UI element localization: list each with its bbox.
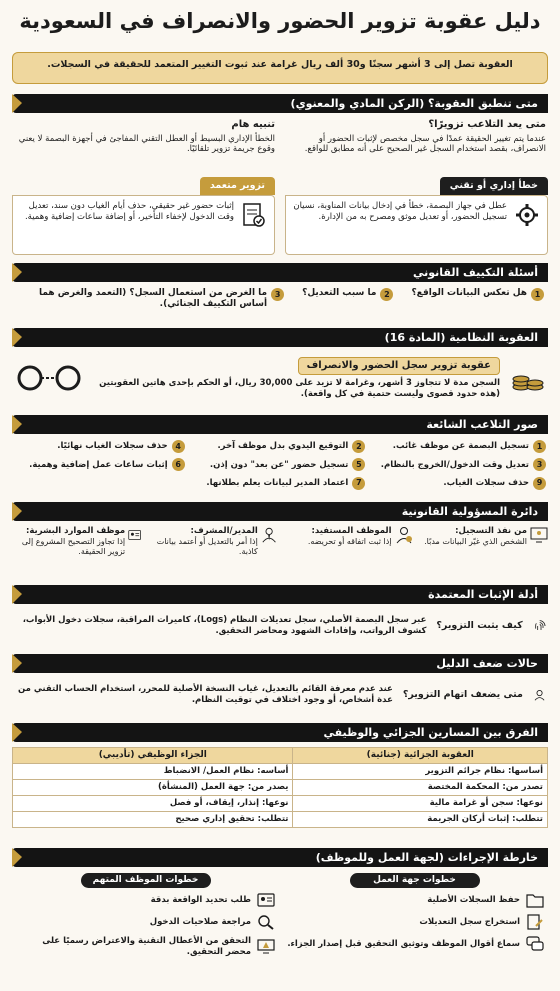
question-text: عندما يتم تغيير الحقيقة عمدًا في سجل مخصص لإثبات الحضور أو الانصراف، بقصد استخدام السجل غير الصحيح على أنه مطابق للواقع. (304, 133, 546, 155)
list-item (16, 936, 275, 957)
header-accent (12, 848, 22, 867)
common-forms-list (12, 434, 548, 496)
header-accent (12, 263, 22, 282)
monitor-user-icon (530, 526, 548, 544)
admin-error-card (285, 177, 548, 257)
list-item (16, 892, 275, 908)
table-cell: يصدر من: جهة العمل (المنشأة) (13, 780, 293, 796)
manager-icon (261, 526, 277, 544)
number-badge: 1 (533, 440, 546, 453)
admin-error-tab: خطأ إداري أو تقني (440, 177, 548, 195)
list-item (16, 914, 275, 930)
list-item (285, 936, 544, 952)
item-text: التوقيع اليدوي بدل موظف آخر. (217, 441, 349, 452)
table-cell: تتطلب: تحقيق إداري صحيح (13, 812, 293, 828)
note-text: الخطأ الإداري البسيط أو العطل التقني المفاجئ في أجهزة البصمة لا يعني وقوع جريمة تزوير تلقائيًا. (18, 133, 275, 155)
penalty-text: السجن مدة لا تتجاوز 3 أشهر، وغرامة لا تزيد على 30,000 ريال، أو الحكم بإحدى هاتين العقوبتين (هذه حدود قصوى وليست حتمية في كل واقعة). (99, 378, 500, 399)
section-header-questions (12, 263, 548, 282)
table-cell: أساسه: نظام العمل/ الانضباط (13, 764, 293, 780)
list-item (14, 457, 185, 472)
fingerprint-icon (533, 616, 546, 636)
employer-steps-title: خطوات جهة العمل (350, 873, 480, 888)
weak-evidence-question: متى يضعف اتهام التزوير؟ (402, 689, 523, 701)
step-text: مراجعة صلاحيات الدخول (149, 916, 251, 927)
step-text: استخراج سجل التعديلات (419, 916, 520, 927)
table-cell: نوعها: سجن أو غرامة مالية (293, 796, 548, 812)
section-header-evidence (12, 585, 548, 604)
chat-icon (526, 936, 544, 952)
header-accent (12, 585, 22, 604)
section-header-responsibility (12, 502, 548, 521)
header-accent (12, 654, 22, 673)
penalty-badge: عقوبة تزوير سجل الحضور والانصراف (298, 357, 500, 376)
table-row (13, 764, 548, 780)
question-title: متى يعد التلاعب تزويرًا؟ (428, 119, 546, 130)
list-item (285, 914, 544, 930)
item-text: إثبات ساعات عمل إضافية وهمية. (29, 459, 168, 470)
responsibility-title: من نفذ التسجيل: (455, 526, 527, 536)
gear-icon (513, 201, 541, 229)
item-text: تسجيل البصمة عن موظف غائب. (392, 441, 529, 452)
number-badge: 9 (533, 477, 546, 490)
responsibility-title: المدير/المشرف: (190, 526, 258, 536)
section-header-penalty (12, 328, 548, 347)
number-badge: 5 (352, 458, 365, 471)
table-cell: تصدر من: المحكمة المختصة (293, 780, 548, 796)
section-title: أدلة الإثبات المعتمدة (428, 588, 538, 601)
number-badge: 3 (271, 288, 284, 301)
header-accent (12, 94, 22, 113)
section-title: أسئلة التكييف القانوني (412, 266, 538, 279)
page-title: دليل عقوبة تزوير الحضور والانصراف في السعودية (19, 9, 541, 33)
section-header-weak-evidence (12, 654, 548, 673)
item-text: حذف سجلات الغياب. (443, 478, 529, 489)
monitor-warning-icon (257, 939, 275, 955)
magnifier-icon (257, 914, 275, 930)
list-item (285, 892, 544, 908)
forgery-text: إثبات حضور غير حقيقي، حذف أيام الغياب دون سند، تعديل وقت الدخول لإخفاء التأخير، أو إضافة ساعات إضافية وهمية. (24, 200, 234, 222)
comparison-table (12, 747, 548, 828)
money-stack-icon (510, 364, 546, 392)
section-title: العقوبة النظامية (المادة 16) (384, 331, 538, 344)
step-text: حفظ السجلات الأصلية (427, 894, 520, 905)
folder-icon (526, 892, 544, 908)
employee-icon (395, 526, 413, 544)
section-header-applicability (12, 94, 548, 113)
table-cell: نوعها: إنذار، إيقاف، أو فصل (13, 796, 293, 812)
evidence-text: عبر سجل البصمة الأصلي، سجل تعديلات النظام (Logs)، كاميرات المراقبة، سجلات دخول الأبواب، كشوف الرواتب، وإفادات الشهود ومحاضر التحقيق. (22, 615, 427, 636)
responsibility-title: موظف الموارد البشرية: (25, 526, 126, 536)
forgery-tab: تزوير متعمد (200, 177, 275, 195)
list-item (195, 457, 366, 472)
question-label: هل تعكس البيانات الواقع؟ (411, 288, 527, 298)
column-header-disciplinary: الجزاء الوظيفي (تأديبي) (13, 748, 293, 764)
weak-evidence-text: عند عدم معرفة القائم بالتعديل، غياب النسخة الأصلية للمحرر، استخدام الحساب التقني من عدة أشخاص، أو وجود اختلاف في توقيت النظام. (17, 684, 393, 705)
employee-steps (16, 873, 275, 964)
legal-question-2 (302, 288, 393, 301)
responsibility-text: الشخص الذي غيّر البيانات مدبًا. (424, 536, 527, 546)
step-text: طلب تحديد الواقعة بدقة (150, 894, 251, 905)
employee-steps-title: خطوات الموظف المتهم (81, 873, 211, 888)
forgery-card (12, 177, 275, 257)
section-title: الفرق بين المسارين الجزائي والوظيفي (323, 726, 538, 739)
number-badge: 7 (352, 477, 365, 490)
header-accent (12, 502, 22, 521)
number-badge: 1 (531, 288, 544, 301)
table-row (13, 796, 548, 812)
evidence-question: كيف يثبت التزوير؟ (436, 620, 523, 632)
responsibility-manager (148, 526, 278, 574)
section-title: دائرة المسؤولية القانونية (401, 505, 538, 518)
handcuffs-icon (14, 364, 84, 392)
item-text: تعديل وقت الدخول/الخروج بالنظام. (380, 459, 529, 470)
column-header-criminal: العقوبة الجزائية (جنائية) (293, 748, 548, 764)
responsibility-text: إذا أمر بالتعديل أو أعتمد بيانات كاذبة. (156, 536, 258, 556)
question-label: ما سبب التعديل؟ (302, 288, 377, 298)
item-text: تسجيل حضور "عن بعد" دون إذن. (209, 459, 349, 470)
list-item (375, 476, 546, 491)
section-title: خارطة الإجراءات (لجهة العمل وللموظف) (315, 851, 538, 864)
document-check-icon (240, 201, 268, 229)
summary-banner: العقوبة تصل إلى 3 أشهر سجنًا و30 ألف ريال غرامة عند ثبوت التغيير المتعمد للحقيقة في السجلات. (12, 52, 548, 84)
responsibility-text: إذا ثبت اتفاقه أو تحريضه. (307, 536, 392, 546)
question-label: ما الغرض من استعمال السجل؟ (التعمد والغرض هما أساس التكييف الجنائي). (38, 288, 268, 310)
section-header-common-forms (12, 415, 548, 434)
number-badge: 2 (352, 440, 365, 453)
responsibility-title: الموظف المستفيد: (311, 526, 392, 536)
id-card-icon (257, 892, 275, 908)
item-text: حذف سجلات الغياب نهائيًا. (57, 441, 168, 452)
responsibility-hr (12, 526, 142, 574)
step-text: التحقق من الأعطال التقنية والاعتراض رسميًا على محضر التحقيق. (42, 936, 251, 957)
legal-question-3 (16, 288, 284, 311)
table-row (13, 780, 548, 796)
number-badge: 3 (533, 458, 546, 471)
header-accent (12, 328, 22, 347)
section-title: صور التلاعب الشائعة (426, 418, 538, 431)
step-text: سماع أقوال الموظف وتوثيق التحقيق قبل إصدار الجزاء. (287, 938, 520, 949)
section-header-procedures (12, 848, 548, 867)
responsibility-employee (283, 526, 413, 574)
employer-steps (285, 873, 544, 964)
section-title: متى تنطبق العقوبة؟ (الركن المادي والمعنوي) (290, 97, 538, 110)
table-cell: تتطلب: إثبات أركان الجريمة (293, 812, 548, 828)
number-badge: 4 (172, 440, 185, 453)
header-accent (12, 415, 22, 434)
list-item (195, 439, 366, 454)
header-accent (12, 723, 22, 742)
user-location-icon (533, 685, 546, 705)
section-title: حالات ضعف الدليل (436, 657, 538, 670)
number-badge: 2 (380, 288, 393, 301)
number-badge: 6 (172, 458, 185, 471)
list-item (14, 476, 365, 491)
list-item (14, 439, 185, 454)
responsibility-text: إذا تجاوز التصحيح المشروع إلى تزوير الحقيقة. (21, 536, 126, 556)
note-title: تنبيه هام (231, 119, 275, 130)
legal-question-1 (411, 288, 544, 301)
admin-error-text: عطل في جهاز البصمة، خطأ في إدخال بيانات المناوبة، نسيان تسجيل الحضور، أو تعديل موثق ومصرح به من الإدارة. (293, 200, 507, 222)
id-card-icon (128, 526, 141, 544)
list-item (375, 457, 546, 472)
table-row (13, 812, 548, 828)
section-header-difference (12, 723, 548, 742)
list-item (375, 439, 546, 454)
item-text: اعتماد المدير لبيانات يعلم بطلانها. (206, 478, 349, 489)
responsibility-executor (419, 526, 549, 574)
document-edit-icon (526, 914, 544, 930)
table-cell: أساسها: نظام جرائم التزوير (293, 764, 548, 780)
